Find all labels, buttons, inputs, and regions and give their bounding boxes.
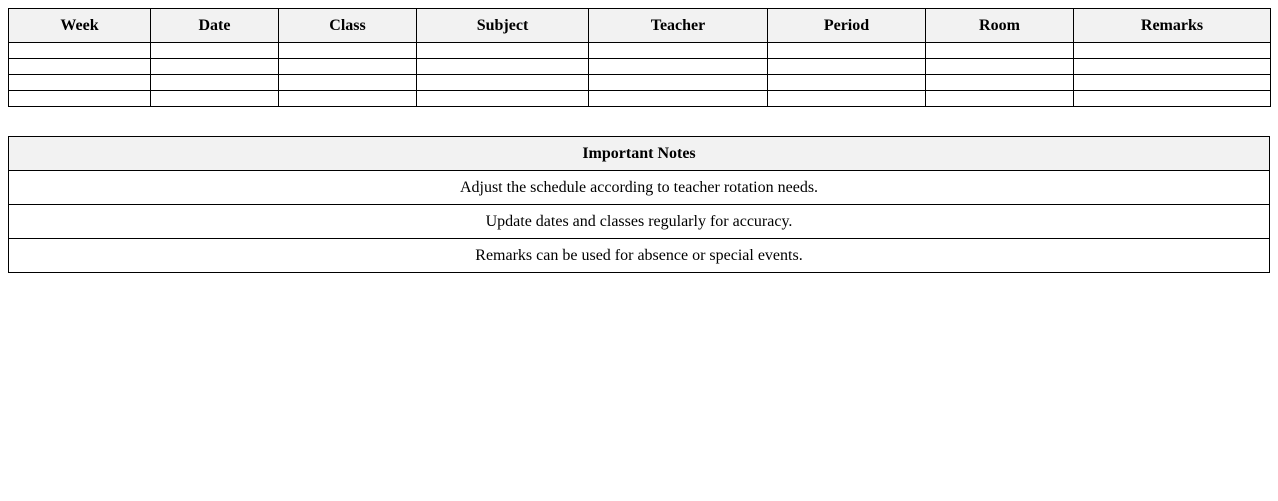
table-cell[interactable]	[279, 75, 417, 91]
table-cell[interactable]	[9, 75, 151, 91]
table-cell[interactable]	[768, 59, 926, 75]
table-cell[interactable]	[1074, 43, 1271, 59]
table-cell[interactable]	[417, 91, 589, 107]
column-header-period: Period	[768, 9, 926, 43]
table-cell[interactable]	[279, 59, 417, 75]
table-cell[interactable]	[926, 43, 1074, 59]
table-cell[interactable]	[1074, 91, 1271, 107]
table-cell[interactable]	[417, 43, 589, 59]
table-cell[interactable]	[768, 43, 926, 59]
table-row	[9, 59, 1271, 75]
table-row	[9, 75, 1271, 91]
table-cell[interactable]	[151, 91, 279, 107]
table-cell[interactable]	[151, 75, 279, 91]
column-header-room: Room	[926, 9, 1074, 43]
table-cell[interactable]	[1074, 59, 1271, 75]
table-cell[interactable]	[151, 59, 279, 75]
table-cell[interactable]	[768, 75, 926, 91]
notes-row	[9, 239, 1270, 273]
table-cell[interactable]	[151, 43, 279, 59]
column-header-date: Date	[151, 9, 279, 43]
table-cell[interactable]	[589, 43, 768, 59]
notes-table	[8, 136, 1270, 273]
table-cell[interactable]	[9, 43, 151, 59]
column-header-subject: Subject	[417, 9, 589, 43]
table-cell[interactable]	[417, 59, 589, 75]
notes-title: Important Notes	[9, 137, 1270, 171]
table-cell[interactable]	[9, 59, 151, 75]
table-cell[interactable]	[589, 75, 768, 91]
schedule-table	[8, 8, 1271, 107]
table-cell[interactable]	[926, 91, 1074, 107]
table-cell[interactable]	[279, 43, 417, 59]
notes-row	[9, 205, 1270, 239]
table-cell[interactable]	[589, 59, 768, 75]
note-item: Remarks can be used for absence or special events.	[9, 239, 1270, 273]
column-header-class: Class	[279, 9, 417, 43]
table-cell[interactable]	[926, 75, 1074, 91]
table-cell[interactable]	[926, 59, 1074, 75]
table-row	[9, 91, 1271, 107]
notes-header-row	[9, 137, 1270, 171]
column-header-week: Week	[9, 9, 151, 43]
notes-row	[9, 171, 1270, 205]
table-cell[interactable]	[768, 91, 926, 107]
column-header-teacher: Teacher	[589, 9, 768, 43]
schedule-header-row	[9, 9, 1271, 43]
note-item: Adjust the schedule according to teacher rotation needs.	[9, 171, 1270, 205]
note-item: Update dates and classes regularly for accuracy.	[9, 205, 1270, 239]
table-cell[interactable]	[589, 91, 768, 107]
table-cell[interactable]	[9, 91, 151, 107]
column-header-remarks: Remarks	[1074, 9, 1271, 43]
table-cell[interactable]	[279, 91, 417, 107]
table-cell[interactable]	[417, 75, 589, 91]
table-row	[9, 43, 1271, 59]
table-cell[interactable]	[1074, 75, 1271, 91]
